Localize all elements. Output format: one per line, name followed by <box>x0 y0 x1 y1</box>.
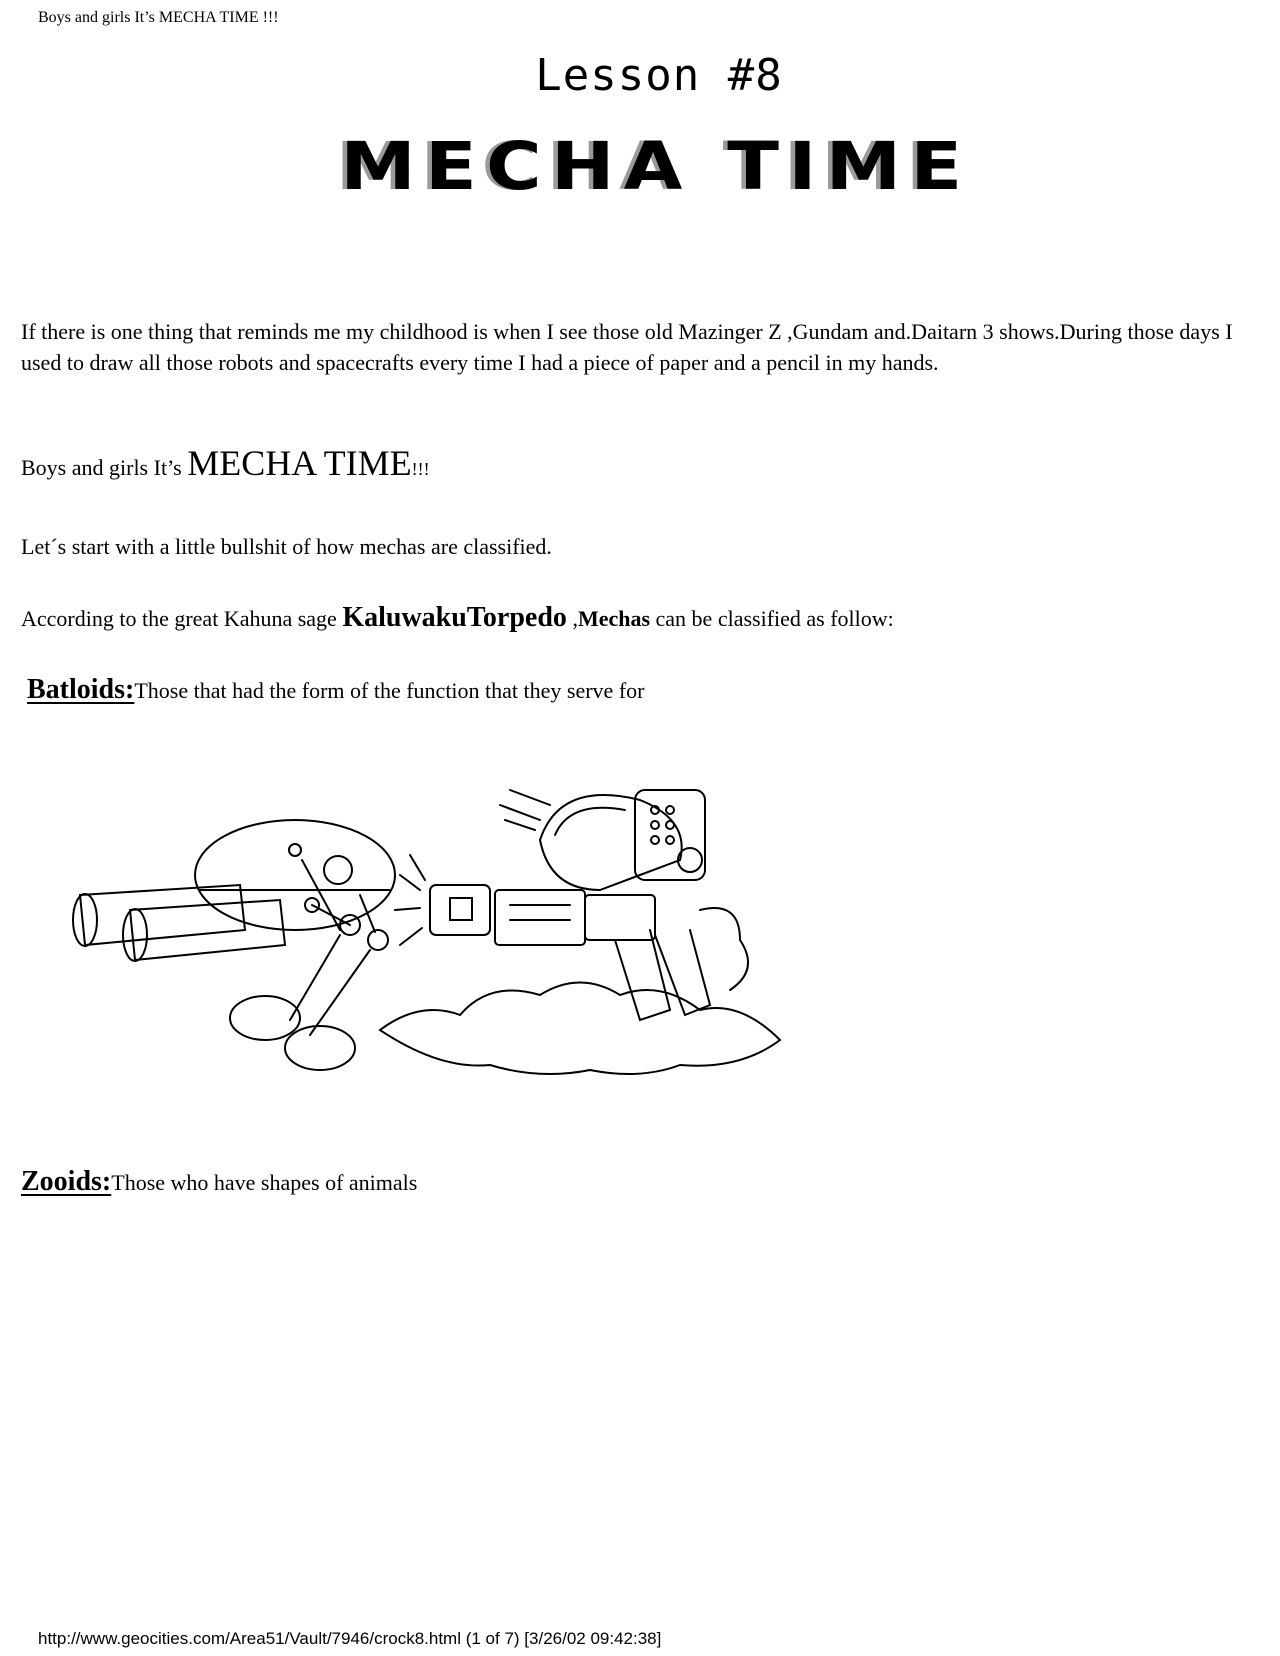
according-line <box>21 602 894 634</box>
mecha-time-title: MECHA TIME <box>340 128 972 205</box>
batloids-label: Batloids: <box>27 674 135 705</box>
batloids-description: Those that had the form of the function that they serve for <box>134 678 645 703</box>
batloids-entry <box>27 674 644 706</box>
zooids-description: Those who have shapes of animals <box>111 1170 418 1195</box>
mechas-word: Mechas <box>577 606 651 631</box>
batloid-mecha-sketch <box>40 780 790 1130</box>
sage-name: KaluwakuTorpedo <box>342 602 567 633</box>
mecha-time-inline: MECHA TIME <box>187 443 412 483</box>
classification-intro: Let´s start with a little bullshit of how mechas are classified. <box>21 534 552 559</box>
boys-prefix: Boys and girls It’s <box>21 455 188 480</box>
page-header: Boys and girls It’s MECHA TIME !!! <box>38 9 279 26</box>
according-prefix: According to the great Kahuna sage <box>21 606 343 631</box>
boys-suffix: !!! <box>411 459 430 479</box>
according-suffix: can be classified as follow: <box>650 606 894 631</box>
lesson-title: Lesson #8 <box>535 50 783 101</box>
zooids-label: Zooids: <box>21 1166 112 1197</box>
intro-paragraph: If there is one thing that reminds me my childhood is when I see those old Mazinger Z ,Gundam and.Daitarn 3 shows.During those days I used to draw all those robots and spacecrafts every time I had a piece of paper and a pencil in my hands. <box>21 319 1233 375</box>
boys-and-girls-line <box>21 443 430 485</box>
according-comma: , <box>566 606 578 631</box>
page-footer-url: http://www.geocities.com/Area51/Vault/7946/crock8.html (1 of 7) [3/26/02 09:42:38] <box>38 1629 662 1648</box>
zooids-entry <box>21 1166 417 1198</box>
